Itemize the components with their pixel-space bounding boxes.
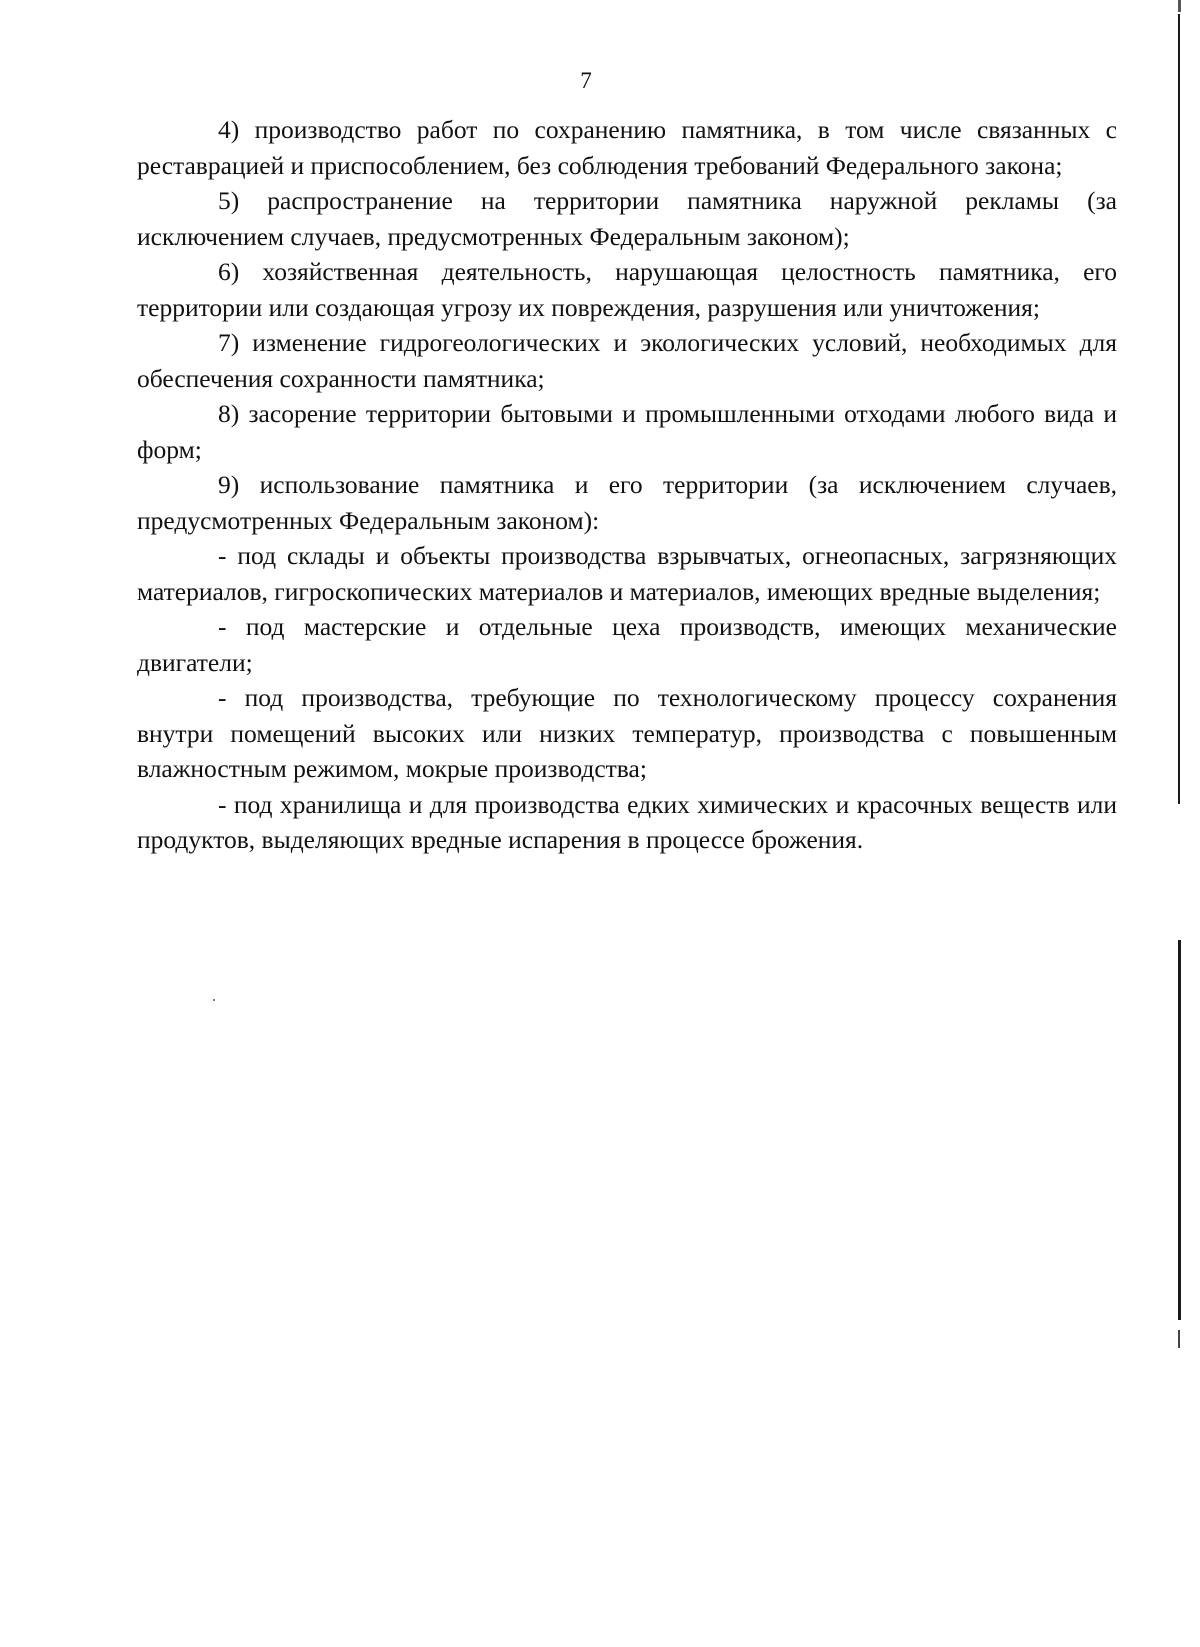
paragraph-subitem-storage: - под хранилища и для производства едких химических и красочных веществ или продуктов, выделяющих вредные испарения в процессе брожения. (137, 789, 1117, 854)
scan-edge-mark (1178, 0, 1181, 12)
paragraph-item-9: 9) использование памятника и его территории (за исключением случаев, предусмотренных Федеральным законом): (137, 470, 1117, 535)
scan-edge-mark (1178, 940, 1181, 1320)
paragraph-subitem-warehouses: - под склады и объекты производства взрывчатых, огнеопасных, загрязняющих материалов, гигроскопических материалов и материалов, имеющих вредные выделения; (137, 541, 1117, 606)
paragraph-subitem-workshops: - под мастерские и отдельные цеха производств, имеющих механические двигатели; (137, 612, 1117, 677)
paragraph-item-5: 5) распространение на территории памятника наружной рекламы (за исключением случаев, предусмотренных Федеральным законом); (137, 186, 1117, 251)
paragraph-item-4: 4) производство работ по сохранению памятника, в том числе связанных с реставрацией и приспособлением, без соблюдения требований Федерального закона; (137, 115, 1117, 180)
document-body (137, 112, 1117, 858)
scan-speck (213, 999, 215, 1001)
scan-edge-mark (1178, 1330, 1180, 1348)
scan-edge-mark (1178, 14, 1180, 804)
paragraph-item-6: 6) хозяйственная деятельность, нарушающая целостность памятника, его территории или создающая угрозу их повреждения, разрушения или уничтожения; (137, 257, 1117, 322)
paragraph-item-7: 7) изменение гидрогеологических и экологических условий, необходимых для обеспечения сохранности памятника; (137, 328, 1117, 393)
page-number: 7 (580, 68, 592, 93)
paragraph-item-8: 8) засорение территории бытовыми и промышленными отходами любого вида и форм; (137, 399, 1117, 464)
paragraph-subitem-production: - под производства, требующие по технологическому процессу сохранения внутри помещений высоких или низких температур, производства с повышенным влажностным режимом, мокрые производства; (137, 683, 1117, 783)
